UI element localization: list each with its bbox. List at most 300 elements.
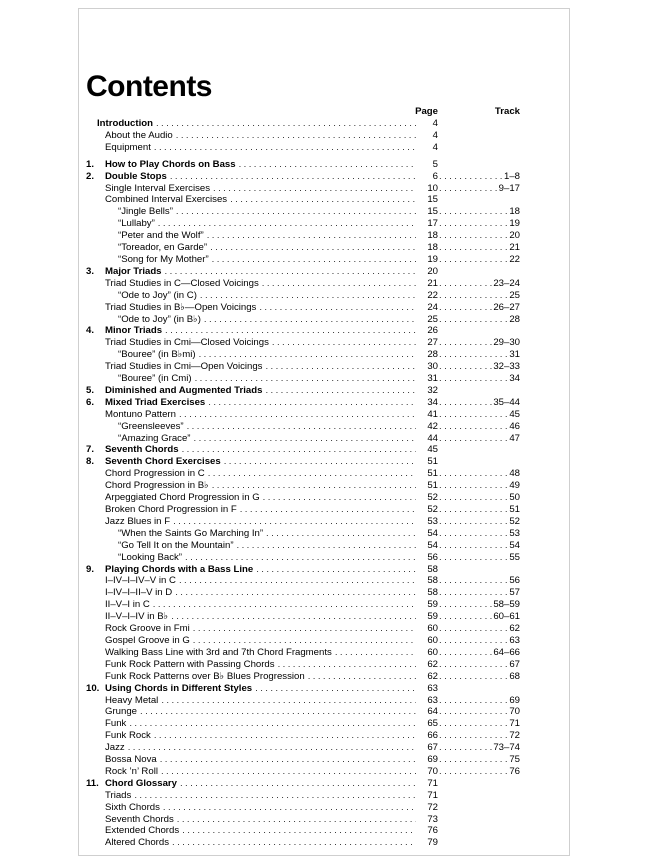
dot-leader: [438, 718, 508, 730]
track-area: [438, 730, 520, 742]
toc-row: [86, 421, 520, 433]
chapter-number: [86, 302, 105, 314]
page-number: 73: [427, 813, 438, 825]
entry-title: “Greensleeves”: [118, 420, 184, 432]
dot-leader: [271, 337, 416, 349]
track-number: 28: [509, 313, 520, 325]
chapter-number: [86, 409, 105, 421]
track-area: [438, 290, 520, 302]
dot-leader: [203, 314, 416, 326]
track-number: 73–74: [493, 742, 520, 754]
track-number: 68: [509, 670, 520, 682]
dot-leader: [172, 516, 416, 528]
toc-content: [79, 9, 569, 849]
track-area: [438, 611, 520, 623]
track-area: [438, 397, 520, 409]
dot-leader: [438, 575, 508, 587]
track-number: 47: [509, 432, 520, 444]
dot-leader: [211, 480, 416, 492]
chapter-number: [86, 814, 105, 826]
toc-row: [86, 409, 520, 421]
toc-row: [86, 587, 520, 599]
dot-leader: [438, 492, 508, 504]
toc-row: [86, 718, 520, 730]
dot-leader: [127, 742, 416, 754]
page-number: 72: [427, 801, 438, 813]
track-number: 22: [509, 253, 520, 265]
toc-row: [86, 802, 520, 814]
track-area: [438, 647, 520, 659]
page-number: 71: [427, 789, 438, 801]
chapter-number: [86, 754, 105, 766]
dot-leader: [194, 373, 416, 385]
track-number: 52: [509, 515, 520, 527]
track-number: 63: [509, 634, 520, 646]
track-number: 71: [509, 718, 520, 730]
entry-title: Heavy Metal: [105, 694, 159, 706]
dot-leader: [192, 635, 416, 647]
track-area: [438, 825, 520, 837]
track-area: [438, 325, 520, 337]
entry-title: Using Chords in Different Styles: [105, 682, 253, 694]
toc-row: [86, 706, 520, 718]
dot-leader: [174, 587, 416, 599]
page-number: 4: [432, 118, 438, 129]
toc-row: [86, 814, 520, 826]
toc-row: [86, 516, 520, 528]
track-area: [438, 118, 520, 130]
dot-leader: [438, 302, 492, 314]
chapter-number: [86, 314, 105, 326]
dot-leader: [159, 754, 416, 766]
track-area: [438, 683, 520, 695]
toc-row: [86, 254, 520, 266]
toc-row: [86, 194, 520, 206]
dot-leader: [175, 206, 416, 218]
chapter-number: 1.: [86, 158, 95, 170]
toc-row: [86, 130, 520, 142]
entry-title: “Go Tell It on the Mountain”: [118, 539, 234, 551]
track-number: 53: [509, 527, 520, 539]
toc-row: [86, 528, 520, 540]
entry-title: Rock Groove in Fmi: [105, 623, 190, 635]
dot-leader: [155, 118, 416, 130]
chapter-number: [86, 528, 105, 540]
track-area: [438, 242, 520, 254]
entry-title: “When the Saints Go Marching In”: [118, 527, 264, 539]
entry-title: Seventh Chord Exercises: [105, 456, 221, 468]
toc-row: [86, 754, 520, 766]
toc-row: [86, 540, 520, 552]
toc-row: [86, 337, 520, 349]
track-number: 20: [509, 230, 520, 242]
dot-leader: [438, 671, 508, 683]
chapter-number: [86, 516, 105, 528]
dot-leader: [193, 433, 416, 445]
dot-leader: [160, 766, 416, 778]
entry-title: II–V–I–IV in B♭: [105, 611, 169, 623]
chapter-number: [86, 695, 105, 707]
track-number: 58–59: [493, 599, 520, 611]
page-number: 67: [427, 742, 438, 754]
track-area: [438, 142, 520, 154]
entry-title: Playing Chords with a Bass Line: [105, 563, 254, 575]
chapter-number: [86, 349, 105, 361]
track-number: 50: [509, 492, 520, 504]
dot-leader: [438, 171, 503, 183]
track-number: 54: [509, 539, 520, 551]
chapter-number: [86, 254, 105, 266]
track-area: [438, 480, 520, 492]
dot-leader: [438, 647, 492, 659]
chapter-number: [86, 194, 105, 206]
page-number: 51: [427, 468, 438, 480]
dot-leader: [438, 361, 492, 373]
page-number: 41: [427, 408, 438, 420]
toc-row: [86, 361, 520, 373]
page-number: 25: [427, 313, 438, 325]
entry-title: “Lullaby”: [118, 218, 155, 230]
track-area: [438, 718, 520, 730]
entry-title: Jazz Blues in F: [105, 515, 171, 527]
entry-title: Bossa Nova: [105, 754, 157, 766]
track-number: 23–24: [493, 277, 520, 289]
toc-row: [86, 314, 520, 326]
dot-leader: [171, 837, 416, 849]
entry-title: Triad Studies in C—Closed Voicings: [105, 277, 259, 289]
entry-title: Funk: [105, 718, 127, 730]
chapter-number: [86, 337, 105, 349]
track-area: [438, 492, 520, 504]
page-number: 34: [427, 396, 438, 408]
chapter-number: [86, 599, 105, 611]
entry-title: “Ode to Joy” (in B♭): [118, 313, 201, 325]
track-area: [438, 130, 520, 142]
toc-row: [86, 171, 520, 183]
entry-title: Seventh Chords: [105, 813, 174, 825]
page-number: 60: [427, 634, 438, 646]
entry-title: Gospel Groove in G: [105, 634, 190, 646]
dot-leader: [438, 314, 508, 326]
dot-leader: [133, 790, 416, 802]
page-number: 51: [427, 480, 438, 492]
track-number: 69: [509, 694, 520, 706]
track-area: [438, 171, 520, 183]
chapter-number: [86, 825, 105, 837]
dot-leader: [277, 659, 416, 671]
entry-title: Funk Rock Patterns over B♭ Blues Progression: [105, 670, 305, 682]
dot-leader: [164, 325, 416, 337]
page-number: 70: [427, 765, 438, 777]
toc-row: [86, 492, 520, 504]
dot-leader: [160, 695, 416, 707]
page-number: 42: [427, 420, 438, 432]
chapter-number: 5.: [86, 384, 95, 396]
page-number: 15: [427, 206, 438, 218]
chapter-number: [86, 802, 105, 814]
toc-row: [86, 468, 520, 480]
toc-row: [86, 552, 520, 564]
dot-leader: [438, 480, 508, 492]
page-number: 5: [432, 158, 438, 170]
track-area: [438, 742, 520, 754]
dot-leader: [207, 468, 416, 480]
dot-leader: [438, 373, 508, 385]
page-number: 54: [427, 527, 438, 539]
dot-leader: [238, 159, 416, 171]
header-spacer: [86, 106, 410, 118]
dot-leader: [261, 278, 416, 290]
chapter-number: [86, 278, 105, 290]
track-area: [438, 540, 520, 552]
chapter-number: [86, 290, 105, 302]
dot-leader: [438, 504, 508, 516]
chapter-number: [86, 492, 105, 504]
track-number: 64–66: [493, 646, 520, 658]
page-number: 76: [427, 825, 438, 837]
entry-title: Funk Rock Pattern with Passing Chords: [105, 658, 275, 670]
entry-title: Rock ’n’ Roll: [105, 765, 158, 777]
page-number: 31: [427, 373, 438, 385]
track-area: [438, 159, 520, 171]
page-number: 53: [427, 515, 438, 527]
track-number: 76: [509, 765, 520, 777]
chapter-number: 11.: [86, 777, 99, 789]
track-area: [438, 552, 520, 564]
page-number: 65: [427, 718, 438, 730]
dot-leader: [438, 623, 508, 635]
entry-title: Major Triads: [105, 265, 162, 277]
track-number: 31: [509, 349, 520, 361]
page-number: 69: [427, 754, 438, 766]
dot-leader: [181, 444, 416, 456]
dot-leader: [334, 647, 416, 659]
page-number: 19: [427, 253, 438, 265]
dot-leader: [438, 230, 508, 242]
track-area: [438, 802, 520, 814]
dot-leader: [175, 130, 416, 142]
page-number: 10: [427, 182, 438, 194]
entry-title: Altered Chords: [105, 837, 169, 849]
dot-leader: [438, 349, 508, 361]
page-number: 58: [427, 563, 438, 575]
entry-title: About the Audio: [105, 129, 173, 141]
chapter-number: 3.: [86, 265, 95, 277]
entry-title: Chord Progression in B♭: [105, 480, 209, 492]
chapter-number: [86, 421, 105, 433]
dot-leader: [438, 206, 508, 218]
entry-title: “Jingle Bells”: [118, 206, 173, 218]
toc-row: [86, 230, 520, 242]
dot-leader: [152, 599, 416, 611]
track-number: 21: [509, 242, 520, 254]
dot-leader: [153, 730, 416, 742]
dot-leader: [438, 742, 492, 754]
toc-row: [86, 778, 520, 790]
dot-leader: [438, 635, 508, 647]
toc-row: [86, 290, 520, 302]
toc-row: [86, 766, 520, 778]
page-number: 21: [427, 277, 438, 289]
toc-row: [86, 397, 520, 409]
dot-leader: [438, 528, 508, 540]
dot-leader: [265, 528, 416, 540]
entry-title: How to Play Chords on Bass: [105, 158, 236, 170]
page-number: 15: [427, 194, 438, 206]
chapter-number: [86, 433, 105, 445]
toc-row: [86, 118, 520, 130]
track-number: 45: [509, 408, 520, 420]
dot-leader: [438, 254, 508, 266]
dot-leader: [438, 409, 508, 421]
track-number: 25: [509, 289, 520, 301]
chapter-number: [86, 142, 105, 154]
page-number: 62: [427, 670, 438, 682]
dot-leader: [186, 421, 416, 433]
dot-leader: [438, 433, 508, 445]
page-number: 59: [427, 599, 438, 611]
chapter-number: [86, 587, 105, 599]
track-area: [438, 302, 520, 314]
dot-leader: [184, 552, 416, 564]
entry-title: “Peter and the Wolf”: [118, 230, 204, 242]
entry-title: “Bouree” (in B♭mi): [118, 349, 196, 361]
toc-row: [86, 695, 520, 707]
dot-leader: [157, 218, 416, 230]
chapter-number: [86, 837, 105, 849]
track-area: [438, 528, 520, 540]
toc-row: [86, 373, 520, 385]
chapter-number: [86, 611, 105, 623]
dot-leader: [438, 730, 508, 742]
track-number: 60–61: [493, 611, 520, 623]
toc-row: [86, 385, 520, 397]
track-number: 62: [509, 623, 520, 635]
track-number: 48: [509, 468, 520, 480]
page-number: 62: [427, 658, 438, 670]
track-area: [438, 814, 520, 826]
chapter-number: [86, 552, 105, 564]
chapter-number: 7.: [86, 444, 95, 456]
track-number: 46: [509, 420, 520, 432]
chapter-number: [86, 183, 105, 195]
entry-title: Extended Chords: [105, 825, 180, 837]
entry-title: Triad Studies in B♭—Open Voicings: [105, 301, 257, 313]
track-area: [438, 206, 520, 218]
track-area: [438, 433, 520, 445]
track-area: [438, 337, 520, 349]
dot-leader: [176, 814, 416, 826]
entry-title: “Toreador, en Garde”: [118, 242, 208, 254]
track-area: [438, 183, 520, 195]
track-area: [438, 504, 520, 516]
chapter-number: [86, 647, 105, 659]
track-area: [438, 671, 520, 683]
page-number: 60: [427, 623, 438, 635]
chapter-number: [86, 623, 105, 635]
track-number: 49: [509, 480, 520, 492]
dot-leader: [438, 754, 508, 766]
entry-title: Double Stops: [105, 170, 167, 182]
toc-row: [86, 433, 520, 445]
entry-title: Seventh Chords: [105, 444, 179, 456]
page-number: 32: [427, 384, 438, 396]
dot-leader: [307, 671, 416, 683]
toc-row: [86, 142, 520, 154]
entry-title: Minor Triads: [105, 325, 163, 337]
chapter-number: [86, 790, 105, 802]
chapter-number: [86, 659, 105, 671]
track-area: [438, 266, 520, 278]
chapter-number: [86, 504, 105, 516]
book-page: [78, 8, 570, 856]
toc-row: [86, 278, 520, 290]
dot-leader: [239, 504, 416, 516]
entry-title: Chord Progression in C: [105, 468, 205, 480]
chapter-number: [86, 706, 105, 718]
chapter-number: 9.: [86, 563, 95, 575]
page-title: Contents: [86, 70, 212, 103]
dot-leader: [254, 683, 416, 695]
dot-leader: [438, 611, 492, 623]
toc-row: [86, 504, 520, 516]
dot-leader: [255, 564, 416, 576]
chapter-number: [86, 540, 105, 552]
entry-title: Chord Glossary: [105, 777, 177, 789]
dot-leader: [264, 385, 416, 397]
track-number: 55: [509, 551, 520, 563]
track-area: [438, 409, 520, 421]
page-number: 20: [427, 265, 438, 277]
entry-title: Arpeggiated Chord Progression in G: [105, 492, 260, 504]
track-area: [438, 468, 520, 480]
page-number: 71: [427, 777, 438, 789]
entry-title: Mixed Triad Exercises: [105, 396, 206, 408]
chapter-number: 8.: [86, 456, 95, 468]
chapter-number: [86, 230, 105, 242]
dot-leader: [438, 337, 492, 349]
chapter-number: [86, 373, 105, 385]
dot-leader: [438, 695, 508, 707]
track-area: [438, 278, 520, 290]
page-number: 63: [427, 694, 438, 706]
toc-row: [86, 647, 520, 659]
dot-leader: [181, 825, 416, 837]
toc-row: [86, 837, 520, 849]
track-number: 34: [509, 373, 520, 385]
dot-leader: [178, 409, 416, 421]
entry-title: Sixth Chords: [105, 801, 160, 813]
entry-title: “Amazing Grace”: [118, 432, 191, 444]
dot-leader: [438, 397, 492, 409]
track-area: [438, 695, 520, 707]
track-area: [438, 623, 520, 635]
dot-leader: [223, 456, 416, 468]
dot-leader: [438, 218, 508, 230]
dot-leader: [206, 230, 416, 242]
entry-title: Triads: [105, 789, 132, 801]
chapter-number: [86, 575, 105, 587]
toc-row: [86, 730, 520, 742]
page-number: 58: [427, 575, 438, 587]
dot-leader: [438, 421, 508, 433]
track-area: [438, 361, 520, 373]
track-number: 70: [509, 706, 520, 718]
dot-leader: [236, 540, 416, 552]
dot-leader: [212, 183, 416, 195]
toc-row: [86, 683, 520, 695]
entry-title: “Looking Back”: [118, 551, 182, 563]
